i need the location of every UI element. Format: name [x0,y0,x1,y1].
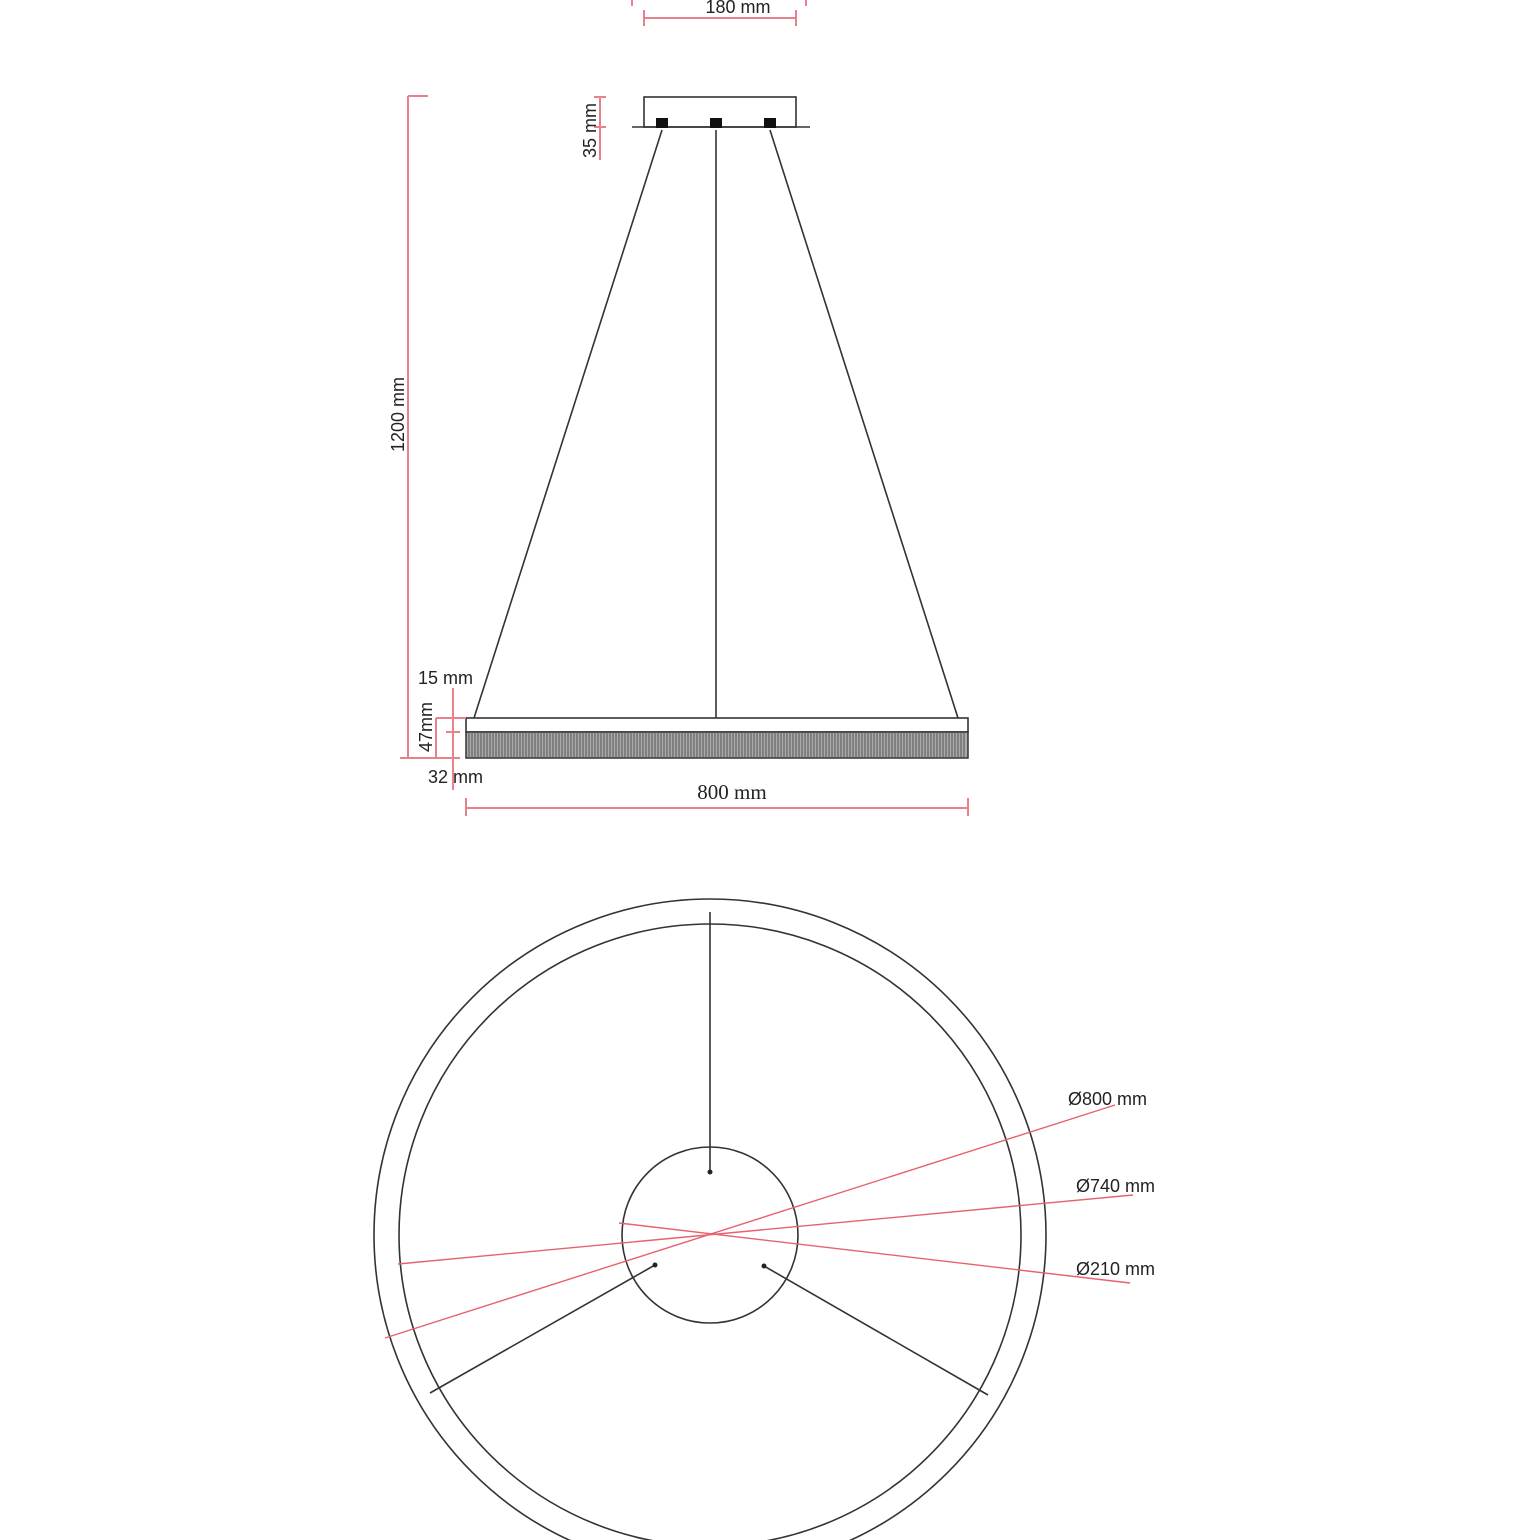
total-height-label: 1200 mm [388,376,408,452]
canopy-width-label: 180 mm [705,0,771,17]
outer-diameter-label: Ø800 mm [1068,1089,1148,1109]
suspension-wires [474,130,958,718]
ring-height-dimensions [416,668,483,790]
ring-top-view [374,899,1046,1540]
ring-width-label: 800 mm [697,780,767,804]
ring-top-height-label: 15 mm [418,668,474,688]
total-height-dimension [388,96,460,758]
canopy [632,97,810,128]
ring-side-view [466,718,968,758]
canopy-width-dimension [632,0,806,26]
canopy-height-label: 35 mm [580,102,600,158]
ring-fringe-height-label: 32 mm [428,767,484,787]
center-diameter-label: Ø210 mm [1076,1259,1156,1279]
ring-width-dimension [466,780,968,816]
ring-total-height-label: 47mm [416,701,436,752]
inner-diameter-label: Ø740 mm [1076,1176,1156,1196]
canopy-height-dimension [580,97,606,160]
